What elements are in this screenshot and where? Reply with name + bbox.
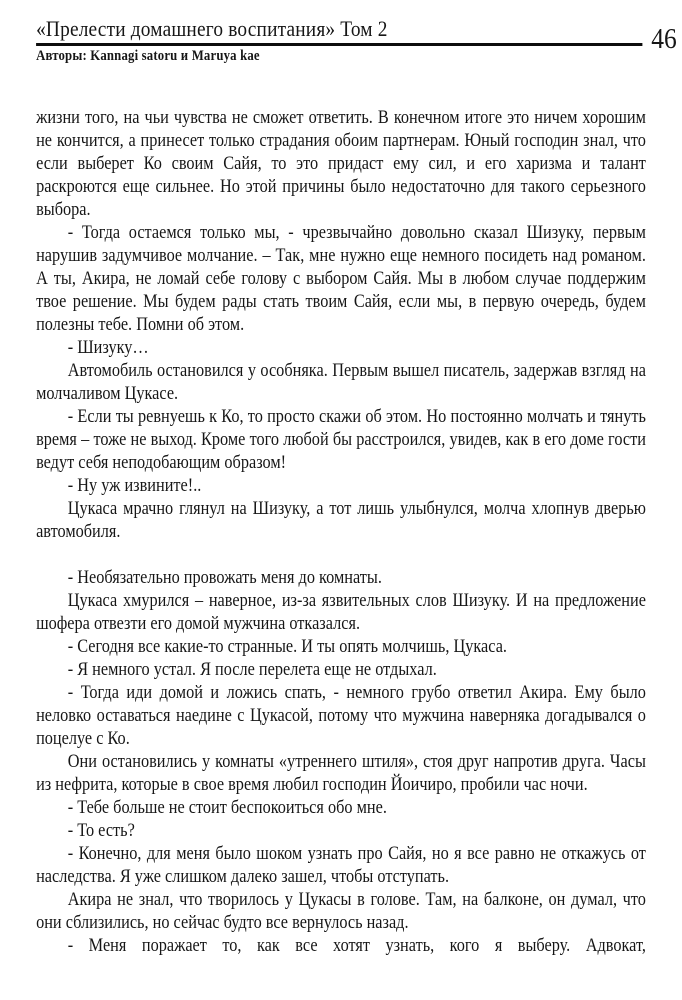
paragraph: - Конечно, для меня было шоком узнать про Сайя, но я все равно не откажусь от наследства. Я уже слишком далеко зашел, чтобы отступать. [36,844,646,887]
page-body [0,107,682,958]
paragraph: жизни того, на чьи чувства не сможет ответить. В конечном итоге это ничем хорошим не кончится, а принесет только страдания обоим партнерам. Юный господин знал, что если выберет Ко своим Сайя, то это придаст ему сил, и его харизма и талант раскроются еще сильнее. Но этой причины было недостаточно для такого серьезного выбора. [36,108,646,220]
paragraph: - Я немного устал. Я после перелета еще не отдыхал. [67,660,437,680]
paragraph: - Сегодня все какие-то странные. И ты опять молчишь, Цукаса. [67,637,508,657]
paragraph: Цукаса хмурился – наверное, из-за язвительных слов Шизуку. И на предложение шофера отвезти его домой мужчина отказался. [36,591,646,634]
page-header [0,0,682,65]
page-number: 46 [651,23,677,55]
book-title: «Прелести домашнего воспитания» Том 2 [36,16,388,41]
paragraph: - Тогда иди домой и ложись спать, - немного грубо ответил Акира. Ему было неловко оставаться наедине с Цукасой, потому что мужчина наверняка догадывался о поцелуе с Ко. [36,683,646,749]
paragraph: - То есть? [67,821,135,841]
scene-break [36,544,646,567]
paragraph: - Меня поражает то, как все хотят узнать, кого я выберу. Адвокат, [67,936,646,956]
header-row [36,16,677,55]
paragraph: - Если ты ревнуешь к Ко, то просто скажи об этом. Но постоянно молчать и тянуть время – тоже не выход. Кроме того любой бы расстроился, увидев, как в его доме гости ведут себя неподобающим образом! [36,407,646,473]
paragraph: - Необязательно провожать меня до комнаты. [67,568,382,588]
paragraph: Цукаса мрачно глянул на Шизуку, а тот лишь улыбнулся, молча хлопнув дверью автомобиля. [36,499,646,542]
paragraph: - Шизуку… [67,338,149,358]
paragraph: Автомобиль остановился у особняка. Первым вышел писатель, задержав взгляд на молчаливом Цукасе. [36,361,646,404]
paragraph: Они остановились у комнаты «утреннего штиля», стоя друг напротив друга. Часы из нефрита, которые в свое время любил господин Йоичиро, пробили час ночи. [36,752,646,795]
paragraph: - Тебе больше не стоит беспокоиться обо мне. [67,798,387,818]
paragraph: - Ну уж извините!.. [67,476,202,496]
paragraph: - Тогда остаемся только мы, - чрезвычайно довольно сказал Шизуку, первым нарушив задумчивое молчание. – Так, мне нужно еще немного посидеть над романом. А ты, Акира, не ломай себе голову с выбором Сайя. Мы в любом случае поддержим твое решение. Мы будем рады стать твоим Сайя, если мы, в первую очередь, будем полезны тебе. Помни об этом. [36,223,646,335]
paragraph: Акира не знал, что творилось у Цукасы в голове. Там, на балконе, он думал, что они сблизились, но сейчас будто все вернулось назад. [36,890,646,933]
title-underline [36,17,642,46]
authors-line: Авторы: Kannagi satoru и Maruya kae [36,48,260,64]
